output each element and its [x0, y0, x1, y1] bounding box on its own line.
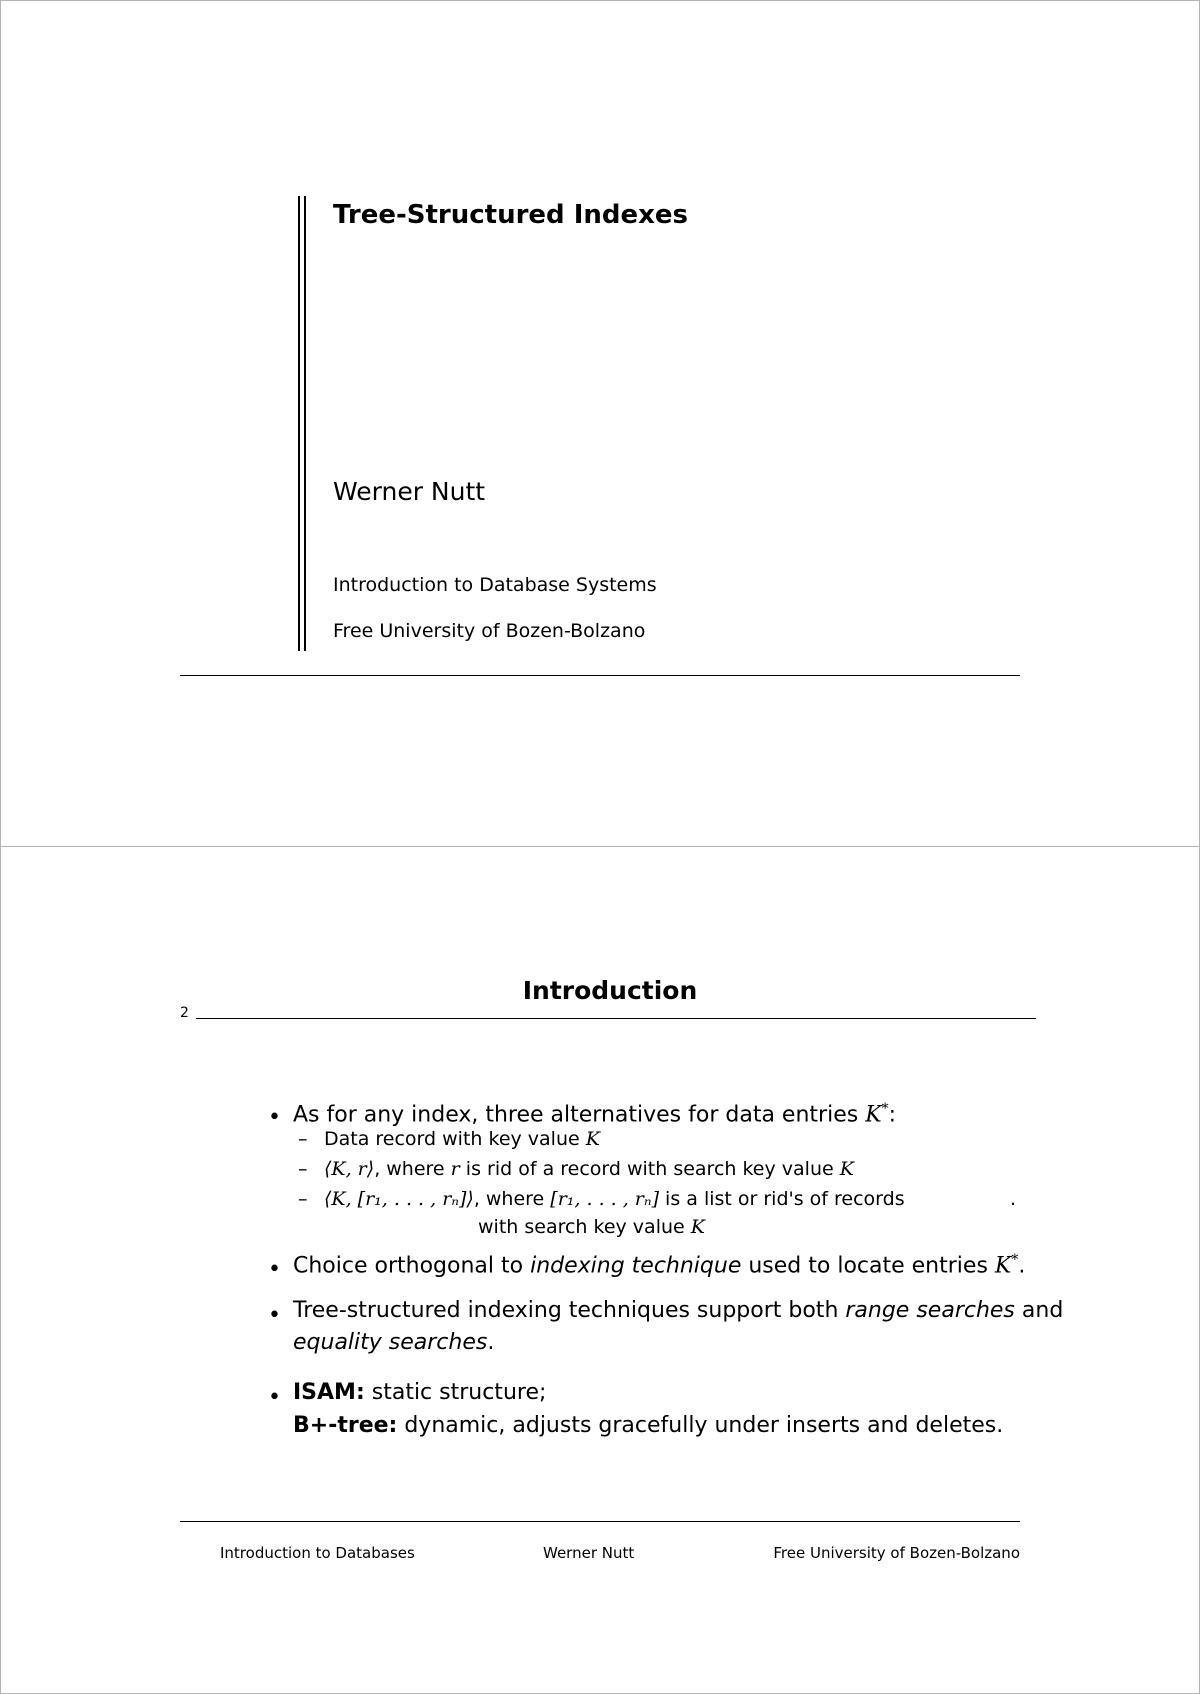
math-star: *	[1011, 1252, 1019, 1268]
math-k: K	[994, 1253, 1012, 1279]
alt-data-record	[324, 1128, 600, 1150]
bullet-isam	[293, 1380, 546, 1405]
alt-text: is rid of a record with search key value	[459, 1158, 840, 1180]
bullet-text: dynamic, adjusts gracefully under inserts and deletes.	[397, 1413, 1004, 1438]
bullet-dot: •	[268, 1105, 281, 1130]
slide-divider	[0, 846, 1200, 847]
page-number: 2	[180, 1005, 189, 1021]
math-star: *	[881, 1101, 889, 1117]
term-isam: ISAM:	[293, 1380, 365, 1405]
dash-marker: –	[298, 1188, 308, 1210]
bullet-tree-structured	[293, 1298, 1063, 1323]
title-left-bar-inner	[304, 196, 306, 651]
alt-text: Data record with key value	[324, 1128, 586, 1150]
bullet-alternatives	[293, 1101, 896, 1127]
alt-key-rid-list	[324, 1188, 905, 1210]
bullet-period: .	[487, 1330, 495, 1355]
alt-text: is a list or rid's of records	[659, 1188, 905, 1210]
math-list: [r₁, . . . , rₙ]	[550, 1188, 659, 1210]
emphasis: range searches	[845, 1298, 1015, 1323]
math-k: K	[865, 1102, 882, 1128]
slide-institution: Free University of Bozen-Bolzano	[333, 620, 646, 642]
bullet-text: Tree-structured indexing techniques support both	[293, 1298, 846, 1323]
bullet-text: used to locate entries	[741, 1253, 995, 1279]
math-k: K	[839, 1158, 854, 1180]
alt-text: , where	[473, 1188, 551, 1210]
slide1-bottom-rule	[180, 675, 1020, 676]
bullet-colon: :	[888, 1102, 897, 1128]
header-rule	[196, 1018, 1036, 1019]
bullet-dot: •	[268, 1257, 281, 1282]
emphasis: indexing technique	[530, 1253, 742, 1279]
math-k: K	[585, 1128, 600, 1150]
slide-author: Werner Nutt	[333, 477, 486, 506]
title-left-bar	[298, 196, 300, 651]
alt-text: , where	[374, 1158, 451, 1180]
slide-course: Introduction to Database Systems	[333, 574, 657, 596]
math-r: r	[450, 1158, 460, 1180]
math-pair-list: ⟨K, [r₁, . . . , rₙ]⟩	[324, 1188, 474, 1210]
alt-text: with search key value	[478, 1216, 691, 1238]
slide-title: Tree-Structured Indexes	[333, 200, 689, 230]
footer-institution: Free University of Bozen-Bolzano	[773, 1544, 1020, 1562]
bullet-text: static structure;	[364, 1380, 547, 1405]
bullet-dot: •	[268, 1303, 281, 1328]
math-pair: ⟨K, r⟩	[324, 1158, 375, 1180]
emphasis: equality searches	[293, 1330, 488, 1355]
dash-marker: –	[298, 1158, 308, 1180]
bullet-dot: •	[268, 1385, 281, 1410]
dash-marker: –	[298, 1128, 308, 1150]
footer-author: Werner Nutt	[543, 1544, 635, 1562]
bullet-orthogonal	[293, 1252, 1025, 1278]
bullet-period: .	[1018, 1253, 1026, 1279]
math-k: K	[690, 1216, 705, 1238]
bullet-tree-structured-cont	[293, 1330, 494, 1355]
footer-course: Introduction to Databases	[220, 1544, 415, 1562]
stray-dot: .	[1010, 1188, 1017, 1210]
bullet-text: As for any index, three alternatives for data entries	[293, 1102, 866, 1128]
bullet-text: and	[1014, 1298, 1064, 1323]
bullet-text: Choice orthogonal to	[293, 1253, 531, 1279]
section-title: Introduction	[522, 976, 698, 1005]
term-bplustree: B+-tree:	[293, 1413, 398, 1438]
bullet-bplustree	[293, 1413, 1003, 1438]
alt-key-rid	[324, 1158, 854, 1180]
footer-rule	[180, 1521, 1020, 1522]
alt-key-rid-list-cont	[478, 1216, 705, 1238]
